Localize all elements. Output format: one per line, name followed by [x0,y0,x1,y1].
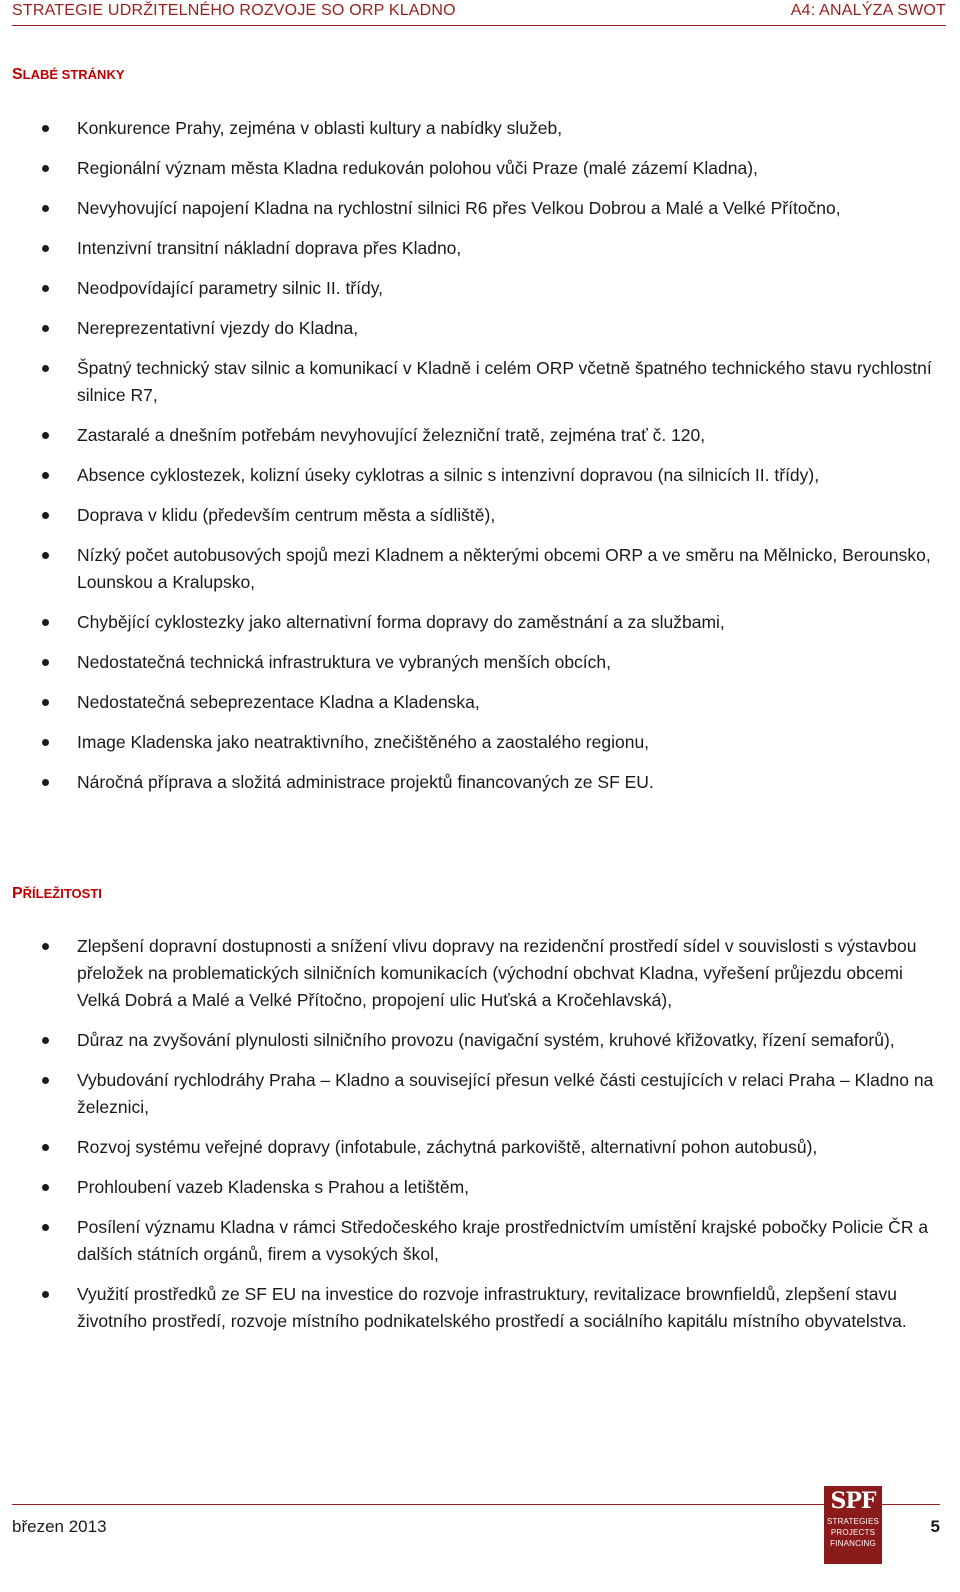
bullet-icon [42,325,49,332]
bullet-icon [42,472,49,479]
weaknesses-heading [12,66,125,84]
weakness-item [0,689,950,716]
weakness-item [0,115,950,142]
opportunity-item-text: Využití prostředků ze SF EU na investice do rozvoje infrastruktury, revitalizace brownfieldů, zlepšení stavu životního prostředí, rozvoje místního podnikatelského prostředí a sociálního kapitálu místního obyvatelstva. [77,1284,907,1331]
bullet-icon [42,285,49,292]
weakness-item [0,542,950,596]
opportunity-item [0,1134,950,1161]
bullet-icon [42,1037,49,1044]
weakness-item-text: Regionální význam města Kladna redukován polohou vůči Praze (malé zázemí Kladna), [77,158,758,178]
weakness-item [0,649,950,676]
bullet-icon [42,619,49,626]
bullet-icon [42,659,49,666]
weakness-item-text: Image Kladenska jako neatraktivního, znečištěného a zaostalého regionu, [77,732,650,752]
page-footer [12,1488,940,1588]
bullet-icon [42,512,49,519]
weakness-item [0,195,950,222]
weakness-item [0,155,950,182]
weakness-item [0,235,950,262]
bullet-icon [42,125,49,132]
logo-line-2: PROJECTS [830,1528,876,1537]
weakness-item-text: Nereprezentativní vjezdy do Kladna, [77,318,359,338]
bullet-icon [42,779,49,786]
weakness-item-text: Nevyhovující napojení Kladna na rychlostní silnici R6 přes Velkou Dobrou a Malé a Velké Přítočno, [77,198,841,218]
bullet-icon [42,1077,49,1084]
bullet-icon [42,205,49,212]
opportunity-item [0,1214,950,1268]
weakness-item-text: Nízký počet autobusových spojů mezi Kladnem a některými obcemi ORP a ve směru na Mělnicko, Berounsko, Lounskou a Kralupsko, [77,545,931,592]
opportunity-item-text: Důraz na zvyšování plynulosti silničního provozu (navigační systém, kruhové křižovatky, řízení semaforů), [77,1030,895,1050]
opportunity-item-text: Posílení významu Kladna v rámci Středočeského kraje prostřednictvím umístění krajské pobočky Policie ČR a dalších státních orgánů, firem a vysokých škol, [77,1217,929,1264]
bullet-icon [42,699,49,706]
weakness-item-text: Intenzivní transitní nákladní doprava přes Kladno, [77,238,462,258]
page-header [12,0,946,26]
weakness-item-text: Nedostatečná sebeprezentace Kladna a Kladenska, [77,692,480,712]
weaknesses-list [0,115,950,809]
opportunity-item [0,933,950,1014]
document-title: STRATEGIE UDRŽITELNÉHO ROZVOJE SO ORP KLADNO [12,2,456,19]
page-number: 5 [930,1517,940,1536]
footer-divider [12,1504,940,1505]
weaknesses-heading-cap: S [12,66,23,83]
weakness-item-text: Neodpovídající parametry silnic II. třídy, [77,278,384,298]
opportunities-heading-rest: ŘÍLEŽITOSTI [22,886,102,901]
logo-line-3: FINANCING [830,1539,876,1548]
footer-date: březen 2013 [12,1517,107,1536]
weakness-item-text: Špatný technický stav silnic a komunikací v Kladně i celém ORP včetně špatného technického stavu rychlostní silnice R7, [77,358,932,405]
bullet-icon [42,552,49,559]
weakness-item-text: Náročná příprava a složitá administrace projektů financovaných ze SF EU. [77,772,654,792]
weakness-item [0,462,950,489]
weakness-item [0,315,950,342]
opportunities-heading-cap: P [12,885,23,902]
weakness-item-text: Zastaralé a dnešním potřebám nevyhovující železniční tratě, zejména trať č. 120, [77,425,706,445]
weakness-item [0,502,950,529]
bullet-icon [42,1291,49,1298]
bullet-icon [42,739,49,746]
opportunity-item-text: Vybudování rychlodráhy Praha – Kladno a související přesun velké části cestujících v relaci Praha – Kladno na železnici, [77,1070,934,1117]
logo-line-1: STRATEGIES [826,1517,880,1526]
bullet-icon [42,365,49,372]
weakness-item [0,729,950,756]
weakness-item-text: Chybějící cyklostezky jako alternativní forma dopravy do zaměstnání a za službami, [77,612,725,632]
opportunity-item-text: Rozvoj systému veřejné dopravy (infotabule, záchytná parkoviště, alternativní pohon autobusů), [77,1137,818,1157]
opportunity-item-text: Zlepšení dopravní dostupnosti a snížení vlivu dopravy na rezidenční prostředí sídel v souvislosti s výstavbou přeložek na problematických silničních komunikacích (východní obchvat Kladna, vyřešení průjezdu obcemi Velká Dobrá a Malé a Velké Přítočno, propojení ulic Huťská a Kročehlavská), [77,936,917,1010]
weakness-item-text: Konkurence Prahy, zejména v oblasti kultury a nabídky služeb, [77,118,563,138]
weakness-item-text: Nedostatečná technická infrastruktura ve vybraných menších obcích, [77,652,612,672]
weakness-item [0,275,950,302]
opportunity-item [0,1174,950,1201]
weakness-item [0,609,950,636]
bullet-icon [42,943,49,950]
weakness-item-text: Doprava v klidu (především centrum města a sídliště), [77,505,496,525]
opportunity-item-text: Prohloubení vazeb Kladenska s Prahou a letištěm, [77,1177,470,1197]
weaknesses-heading-rest: LABÉ STRÁNKY [22,67,125,82]
logo-mark: SPF [830,1488,876,1514]
opportunity-item [0,1027,950,1054]
weakness-item [0,355,950,409]
bullet-icon [42,1224,49,1231]
bullet-icon [42,165,49,172]
opportunities-list [0,933,950,1348]
weakness-item-text: Absence cyklostezek, kolizní úseky cyklotras a silnic s intenzivní dopravou (na silnicích II. třídy), [77,465,820,485]
opportunities-heading [12,885,102,903]
bullet-icon [42,1184,49,1191]
spf-logo [824,1486,882,1564]
bullet-icon [42,245,49,252]
section-label: A4: ANALÝZA SWOT [790,2,946,19]
opportunity-item [0,1281,950,1335]
weakness-item [0,422,950,449]
weakness-item [0,769,950,796]
opportunity-item [0,1067,950,1121]
bullet-icon [42,432,49,439]
bullet-icon [42,1144,49,1151]
